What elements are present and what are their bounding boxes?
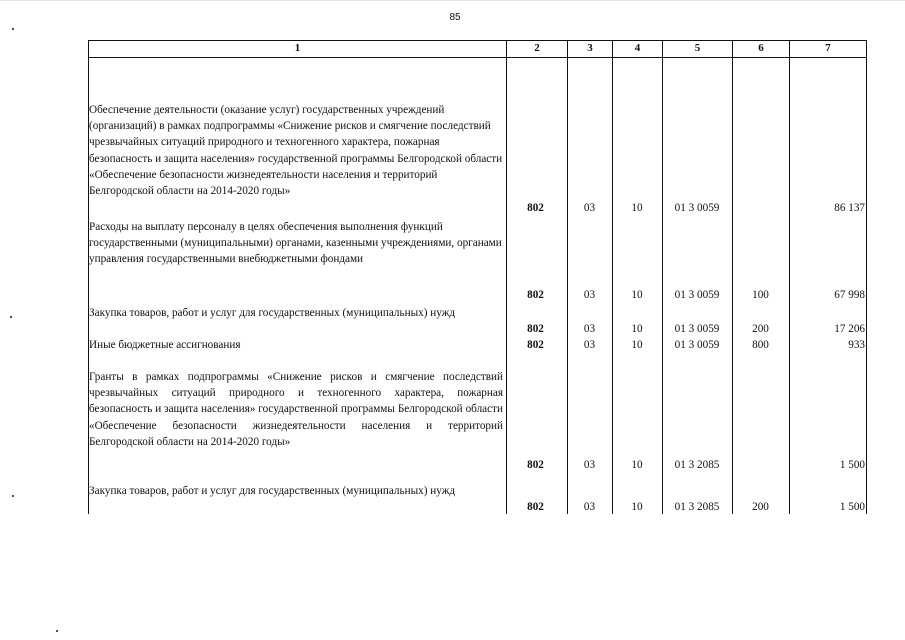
target-article-code: 01 3 0059 [674, 323, 720, 335]
section-code: 03 [583, 459, 596, 471]
header-col-1: 1 [294, 42, 301, 54]
amount: 933 [848, 339, 865, 351]
ministry-code: 802 [527, 202, 544, 214]
expense-type-code: 200 [752, 323, 769, 335]
ministry-code: 802 [527, 323, 544, 335]
section-code: 03 [583, 202, 596, 214]
ministry-code: 802 [527, 459, 544, 471]
budget-table [88, 40, 867, 514]
target-article-code: 01 3 0059 [674, 289, 720, 301]
subsection-code: 10 [631, 202, 643, 214]
section-code: 03 [583, 339, 596, 351]
header-col-5: 5 [694, 42, 701, 54]
target-article-code: 01 3 2085 [674, 501, 720, 513]
section-code: 03 [583, 501, 596, 513]
scan-mark [12, 28, 14, 30]
table-row [88, 499, 867, 515]
column-divider [732, 40, 733, 514]
table-row [88, 287, 867, 303]
ministry-code: 802 [527, 289, 544, 301]
row-description: Гранты в рамках подпрограммы «Снижение рисков и смягчение последствий чрезвычайных ситуаций природного и техногенного характера, пожарная безопасность и защита населения» государственной программы Белгородской области «Обеспечение безопасности жизнедеятельности населения и территорий Белгородской области на 2014-2020 годы» [89, 371, 503, 448]
table-row [88, 200, 867, 216]
row-description: Закупка товаров, работ и услуг для государственных (муниципальных) нужд [89, 307, 456, 319]
target-article-code: 01 3 0059 [674, 339, 720, 351]
column-divider [612, 40, 613, 514]
header-col-6: 6 [758, 42, 764, 54]
header-divider [88, 57, 867, 58]
header-col-4: 4 [634, 42, 641, 54]
header-col-3: 3 [587, 42, 593, 54]
table-row [88, 321, 867, 337]
row-description: Обеспечение деятельности (оказание услуг) государственных учреждений (организаций) в рамках подпрограммы «Снижение рисков и смягчение последствий чрезвычайных ситуаций природного и техногенного характера, пожарная безопасность и защита населения» государственной программы Белгородской области «Обеспечение безопасности жизнедеятельности населения и территорий Белгородской области на 2014-2020 годы» [89, 104, 503, 198]
row-description: Иные бюджетные ассигнования [89, 339, 241, 351]
subsection-code: 10 [631, 501, 643, 513]
subsection-code: 10 [631, 459, 643, 471]
subsection-code: 10 [631, 289, 643, 301]
scan-mark [56, 630, 58, 632]
ministry-code: 802 [527, 339, 544, 351]
page-number: 85 [449, 12, 461, 23]
ministry-code: 802 [527, 501, 544, 513]
header-col-7: 7 [825, 42, 831, 54]
table-row [88, 337, 867, 353]
expense-type-code: 100 [752, 289, 769, 301]
expense-type-code: 800 [752, 339, 769, 351]
section-code: 03 [583, 289, 596, 301]
column-divider [662, 40, 663, 514]
column-divider [789, 40, 790, 514]
top-edge-rule [0, 0, 905, 1]
amount: 86 137 [834, 202, 865, 214]
amount: 17 206 [834, 323, 865, 335]
amount: 1 500 [839, 459, 865, 471]
scan-mark [12, 495, 14, 497]
table-border-right [866, 40, 867, 514]
expense-type-code: 200 [752, 501, 769, 513]
subsection-code: 10 [631, 339, 643, 351]
target-article-code: 01 3 0059 [674, 202, 720, 214]
row-description: Закупка товаров, работ и услуг для государственных (муниципальных) нужд [89, 485, 456, 497]
subsection-code: 10 [631, 323, 643, 335]
amount: 67 998 [834, 289, 865, 301]
scan-mark [10, 316, 12, 318]
header-col-2: 2 [534, 42, 540, 54]
target-article-code: 01 3 2085 [674, 459, 720, 471]
column-divider [506, 40, 507, 514]
column-divider [567, 40, 568, 514]
row-description: Расходы на выплату персоналу в целях обеспечения выполнения функций государственными (муниципальными) органами, казенными учреждениями, органами управления государственными внебюджетными фондами [89, 221, 502, 266]
section-code: 03 [583, 323, 596, 335]
table-row [88, 457, 867, 473]
amount: 1 500 [839, 501, 865, 513]
